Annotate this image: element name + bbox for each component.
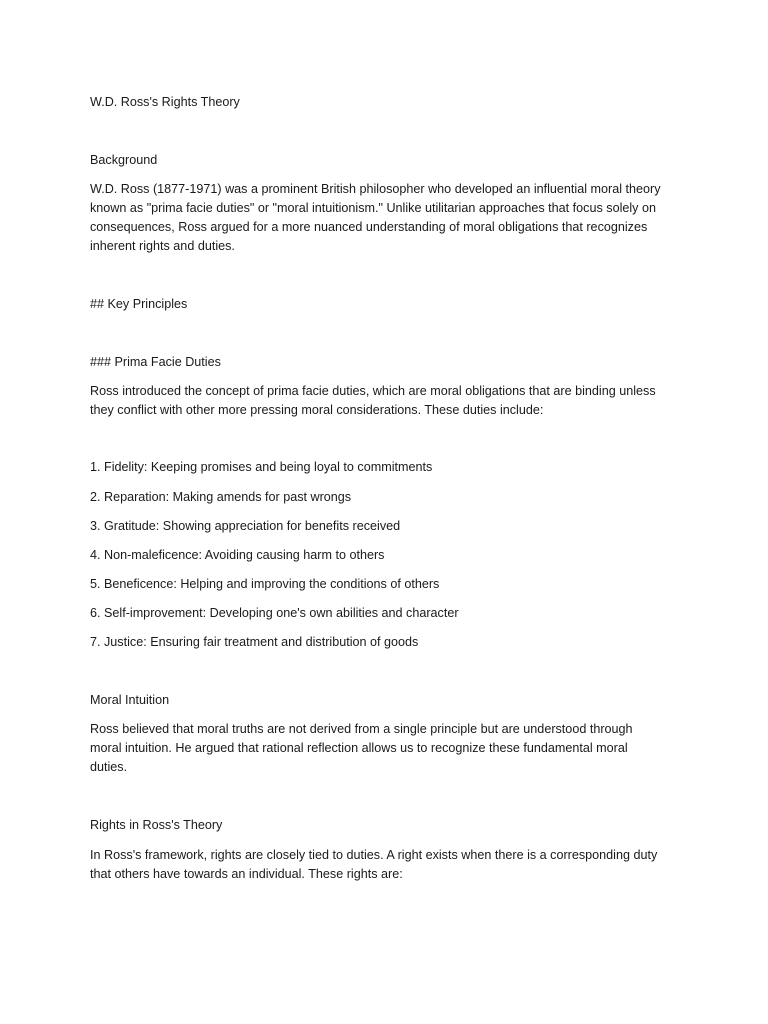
paragraph-line: duties. — [90, 760, 128, 774]
background-heading: Background — [90, 153, 158, 167]
prima-facie-heading: ### Prima Facie Duties — [90, 355, 221, 369]
duty-list-item: 1. Fidelity: Keeping promises and being loyal to commitments — [90, 460, 433, 474]
paragraph-line: W.D. Ross (1877-1971) was a prominent British philosopher who developed an influential moral theory — [90, 182, 661, 196]
duty-list-item: 6. Self-improvement: Developing one's own abilities and character — [90, 606, 459, 620]
document-title: W.D. Ross's Rights Theory — [90, 95, 240, 109]
paragraph-line: Ross introduced the concept of prima facie duties, which are moral obligations that are binding unless — [90, 384, 656, 398]
paragraph-line: inherent rights and duties. — [90, 239, 235, 253]
moral-intuition-heading: Moral Intuition — [90, 693, 170, 707]
paragraph-line: known as "prima facie duties" or "moral intuitionism." Unlike utilitarian approaches that focus solely on — [90, 201, 656, 215]
prima-facie-paragraph — [90, 382, 680, 420]
paragraph-line: consequences, Ross argued for a more nuanced understanding of moral obligations that recognizes — [90, 220, 648, 234]
duty-list-item: 4. Non-maleficence: Avoiding causing harm to others — [90, 548, 385, 562]
duty-list-item: 3. Gratitude: Showing appreciation for benefits received — [90, 519, 401, 533]
rights-paragraph — [90, 846, 680, 884]
duty-list-item: 2. Reparation: Making amends for past wrongs — [90, 490, 352, 504]
key-principles-heading: ## Key Principles — [90, 297, 188, 311]
duty-list-item: 5. Beneficence: Helping and improving the conditions of others — [90, 577, 440, 591]
paragraph-line: moral intuition. He argued that rational reflection allows us to recognize these fundamental moral — [90, 741, 628, 755]
paragraph-line: that others have towards an individual. These rights are: — [90, 867, 403, 881]
paragraph-line: they conflict with other more pressing moral considerations. These duties include: — [90, 403, 544, 417]
rights-heading: Rights in Ross's Theory — [90, 818, 223, 832]
paragraph-line: Ross believed that moral truths are not derived from a single principle but are understood through — [90, 722, 633, 736]
paragraph-line: In Ross's framework, rights are closely tied to duties. A right exists when there is a corresponding duty — [90, 848, 658, 862]
background-paragraph — [90, 180, 680, 256]
moral-intuition-paragraph — [90, 720, 680, 777]
duty-list-item: 7. Justice: Ensuring fair treatment and distribution of goods — [90, 635, 419, 649]
